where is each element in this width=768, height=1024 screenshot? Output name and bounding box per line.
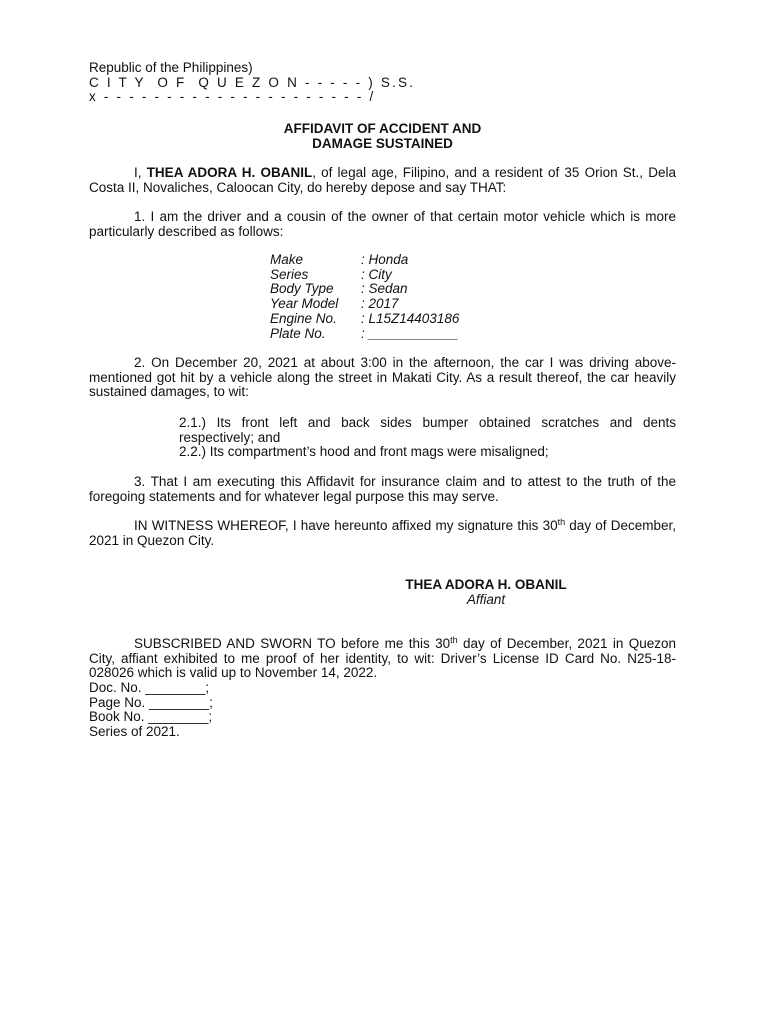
page-number-line: Page No. ________; xyxy=(89,694,213,710)
jurat-day-suffix: th xyxy=(450,635,458,645)
vehicle-value: : Honda xyxy=(361,252,409,267)
vehicle-label: Year Model xyxy=(270,296,339,312)
witness-text-before: IN WITNESS WHEREOF, I have hereunto affixed my signature this 30 xyxy=(134,518,558,533)
intro-text: , of legal age, Filipino, and a resident of 35 Orion St., Dela Costa II, Novaliches, Caloocan City, do hereby depose and say THAT: xyxy=(89,165,676,195)
vehicle-row xyxy=(270,268,459,283)
vehicle-label: Plate No. xyxy=(270,325,326,341)
series-line: Series of 2021. xyxy=(89,724,180,740)
paragraph-3: 3. That I am executing this Affidavit for insurance claim and to attest to the truth of the foregoing statements and for whatever legal purpose this may serve. xyxy=(89,474,676,504)
jurat-paragraph xyxy=(89,637,676,681)
vehicle-value: : Sedan xyxy=(361,281,408,297)
affiant-name: THEA ADORA H. OBANIL xyxy=(146,165,313,180)
caption-separator: x - - - - - - - - - - - - - - - - - - - - - / xyxy=(89,89,376,105)
vehicle-label: Body Type xyxy=(270,281,334,297)
intro-prefix: I, xyxy=(134,165,147,180)
paragraph-1: 1. I am the driver and a cousin of the owner of that certain motor vehicle which is more particularly described as follows: xyxy=(89,209,676,239)
title-line-1: AFFIDAVIT OF ACCIDENT AND xyxy=(283,121,482,136)
damage-list xyxy=(179,416,676,460)
vehicle-row xyxy=(270,312,459,327)
signature-block xyxy=(384,578,588,607)
vehicle-row xyxy=(270,327,459,342)
vehicle-value: : 2017 xyxy=(361,296,399,312)
damage-item: 2.1.) Its front left and back sides bumper obtained scratches and dents respectively; and xyxy=(179,415,676,445)
damage-item: 2.2.) Its compartment’s hood and front mags were misaligned; xyxy=(179,444,549,460)
vehicle-row xyxy=(270,282,459,297)
signature-name: THEA ADORA H. OBANIL xyxy=(405,577,567,592)
witness-day-suffix: th xyxy=(557,517,566,527)
vehicle-row xyxy=(270,253,459,268)
vehicle-details-table xyxy=(270,253,459,341)
jurat-text-before: SUBSCRIBED AND SWORN TO before me this 30 xyxy=(134,636,451,651)
vehicle-label: Series xyxy=(270,266,309,282)
witness-paragraph xyxy=(89,519,676,548)
vehicle-label: Make xyxy=(270,252,304,267)
document-title xyxy=(89,122,676,151)
caption-city: C I T Y O F Q U E Z O N - - - - - ) S.S. xyxy=(89,74,416,90)
notarial-register xyxy=(89,681,676,740)
witness-text-after: day of December, 2021 in Quezon City. xyxy=(89,518,676,548)
intro-paragraph xyxy=(89,166,676,195)
book-number-line: Book No. ________; xyxy=(89,709,213,725)
signature-role: Affiant xyxy=(466,591,506,607)
vehicle-value: : ____________ xyxy=(361,325,459,341)
vehicle-row xyxy=(270,297,459,312)
caption-republic: Republic of the Philippines) xyxy=(89,60,253,75)
vehicle-value: : City xyxy=(361,266,392,282)
title-line-2: DAMAGE SUSTAINED xyxy=(312,135,453,151)
document-caption xyxy=(89,61,676,105)
vehicle-label: Engine No. xyxy=(270,310,337,326)
doc-number-line: Doc. No. ________; xyxy=(89,680,210,695)
vehicle-value: : L15Z14403186 xyxy=(361,310,460,326)
jurat-text-after: day of December, 2021 in Quezon City, affiant exhibited to me proof of her identity, to wit: Driver’s License ID Card No. N25-18-028026 which is valid up to November 14, 2022. xyxy=(89,636,676,681)
paragraph-2: 2. On December 20, 2021 at about 3:00 in the afternoon, the car I was driving above-mentioned got hit by a vehicle along the street in Makati City. As a result thereof, the car heavily sustained damages, to wit: xyxy=(89,355,676,400)
